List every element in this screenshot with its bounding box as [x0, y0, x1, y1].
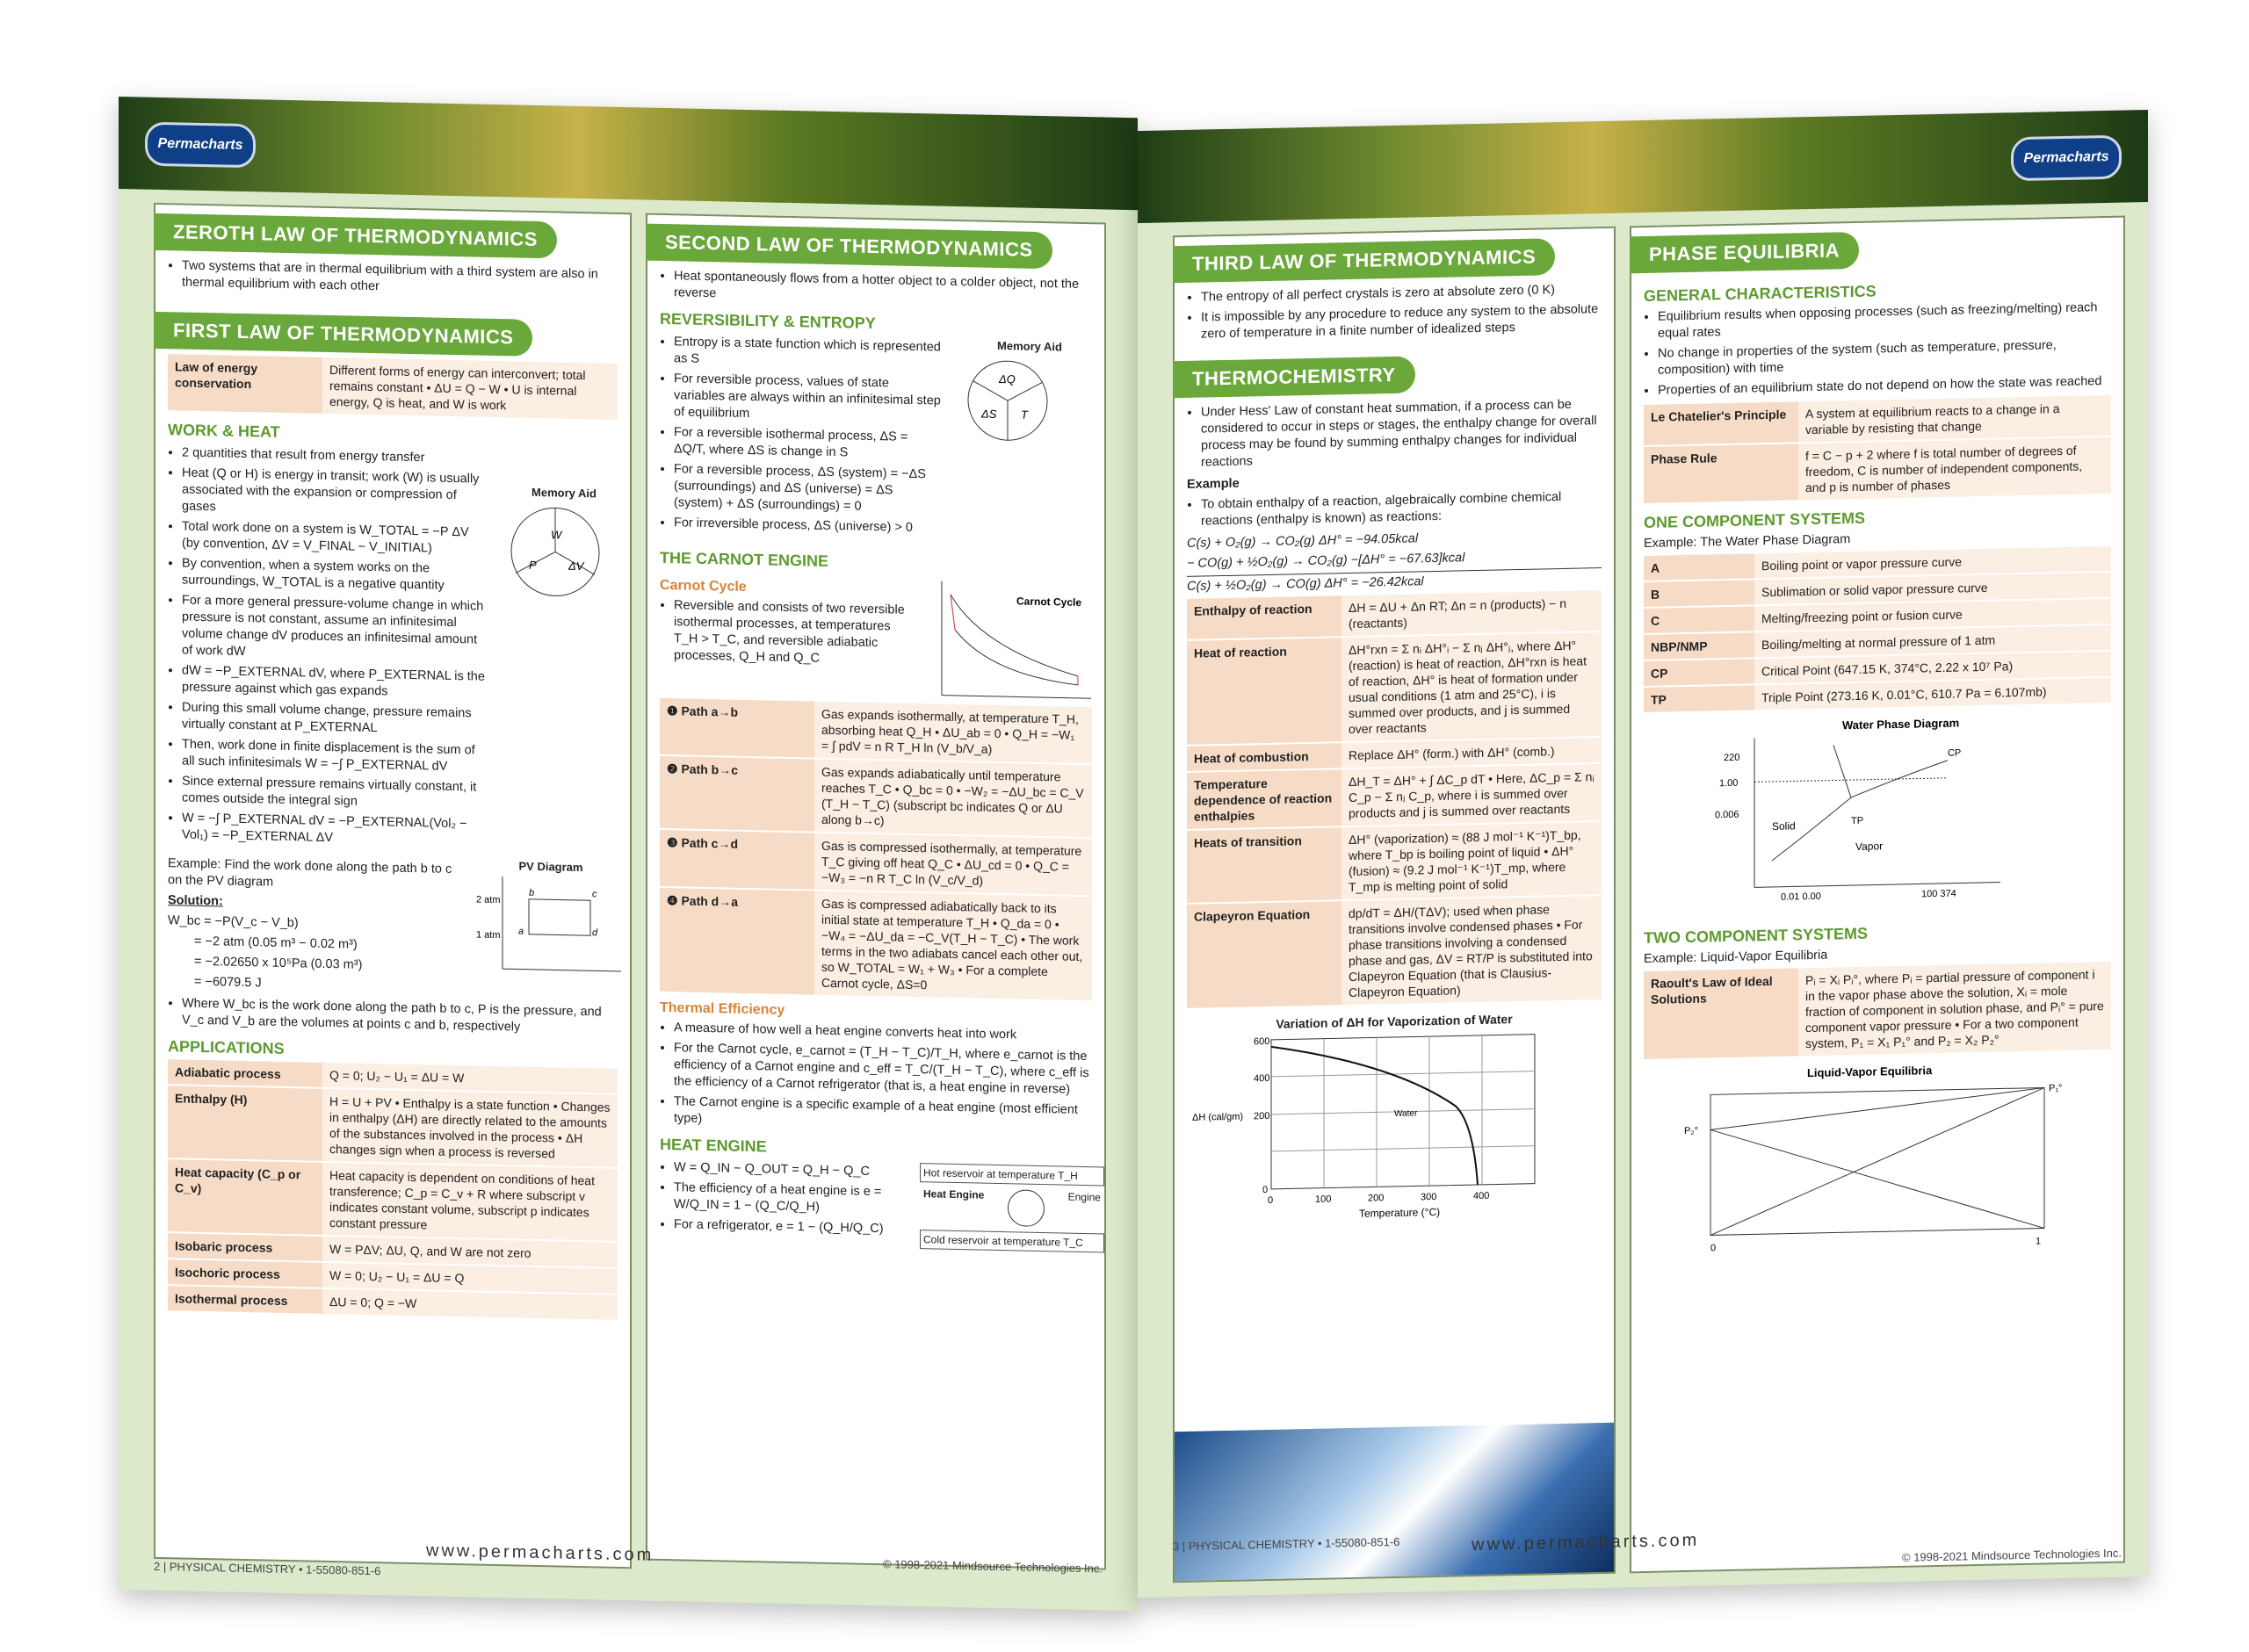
svg-text:100 374: 100 374 [1921, 888, 1956, 900]
row-value: ΔH°rxn = Σ nᵢ ΔH°ᵢ − Σ nⱼ ΔH°ⱼ, where ΔH° (reaction) is heat of reaction, ΔH°rxn is heat of reaction, ΔH° is heat of formation under usual conditions (1 atm and 25°C), i is summed over products, and j is summed over reactants [1341, 632, 1602, 741]
list-item: • W = Q_IN − Q_OUT = Q_H − Q_C [674, 1159, 908, 1181]
row-value: A system at equilibrium reacts to a change in a variable by resisting that change [1798, 395, 2111, 442]
carnot-cycle-text: • Reversible and consists of two reversible isothermal processes, at temperatures T_H > T_C, and reversible adiabatic processes, Q_H and Q_C [674, 597, 916, 669]
two-component-example: Example: Liquid-Vapor Equilibria [1644, 948, 1828, 967]
right-copyright: © 1998-2021 Mindsource Technologies Inc. [1902, 1546, 2122, 1564]
water-phase-title: Water Phase Diagram [1842, 716, 1960, 732]
svg-text:b: b [529, 887, 535, 898]
list-item: • Properties of an equilibrium state do not depend on how the state was reached [1658, 373, 2111, 400]
vaporization-y-label: ΔH (cal/gm) [1192, 1111, 1244, 1123]
row-key: CP [1644, 659, 1754, 686]
row-key: A [1644, 553, 1754, 581]
where-list [182, 996, 618, 1038]
right-column-1 [1173, 227, 1616, 1583]
example-text: Example: Find the work done along the path b to c on the PV diagram [168, 856, 452, 890]
svg-text:ΔQ: ΔQ [999, 372, 1016, 386]
vaporization-chart [1175, 1024, 1596, 1226]
pv-diagram-graph [476, 872, 626, 981]
table-row [660, 698, 1092, 765]
carnot-cycle-diagram [929, 576, 1104, 707]
row-value: W = PΔV; ΔU, Q, and W are not zero [322, 1237, 618, 1267]
row-key: ❷ Path b→c [660, 756, 814, 832]
row-key: ❶ Path a→b [660, 698, 814, 758]
zeroth-law-list [182, 258, 618, 300]
heat-engine-label: Heat Engine [923, 1187, 985, 1201]
row-key: NBP/NMP [1644, 632, 1754, 660]
row-key: Heat capacity (C_p or C_v) [168, 1159, 322, 1235]
svg-text:Solid: Solid [1772, 819, 1796, 833]
svg-text:P₁°: P₁° [2049, 1083, 2063, 1094]
row-value: ΔH = ΔU + Δn RT; Δn = n (products) − n (reactants) [1341, 590, 1602, 636]
svg-text:0.006: 0.006 [1715, 809, 1739, 821]
engine-label: Engine [1067, 1190, 1101, 1204]
memory-aid-diagram [498, 450, 630, 862]
list-item: • It is impossible by any procedure to reduce any system to the absolute zero of temperature in a finite number of idealized steps [1201, 301, 1602, 343]
row-value: ΔH_T = ΔH° + ∫ ΔC_p dT • Here, ΔC_p = Σ nᵢ C_p − Σ nⱼ C_p, where i is summed over products and j is summed over reactants [1341, 764, 1602, 826]
table-row [1187, 764, 1602, 831]
list-item: • For a reversible isothermal process, ΔS = ΔQ/T, where ΔS is change in S [674, 424, 943, 463]
row-key: Adiabatic process [168, 1059, 322, 1087]
table-row [168, 1159, 618, 1243]
row-value: Boiling/melting at normal pressure of 1 atm [1754, 625, 2111, 658]
svg-text:100: 100 [1315, 1194, 1332, 1205]
example-list [1201, 488, 1602, 530]
row-value: H = U + PV • Enthalpy is a state function • Changes in enthalpy (ΔH) are directly related to the amounts of the substances involved in the process • ΔH changes sign when a process is reversed [322, 1089, 618, 1167]
svg-text:600: 600 [1254, 1035, 1270, 1048]
list-item: • For a more general pressure-volume change in which pressure is not constant, assume an infinitesimal volume change dV produces an infinitesimal amount of work dW [182, 593, 486, 666]
pv-diagram-title: PV Diagram [518, 859, 583, 875]
row-key: TP [1644, 685, 1754, 712]
list-item: • Since external pressure remains virtually constant, it comes outside the integral sign [182, 774, 486, 813]
right-column-2 [1630, 216, 2125, 1574]
efficiency-list [674, 1020, 1092, 1136]
vaporization-chart-title: Variation of ΔH for Vaporization of Water [1276, 1012, 1513, 1031]
list-item: • By convention, when a system works on the surroundings, W_TOTAL is a negative quantity [182, 556, 486, 595]
list-item: • During this small volume change, pressure remains virtually constant at P_EXTERNAL [182, 700, 486, 739]
carnot-text-block [647, 571, 929, 704]
svg-text:220: 220 [1724, 752, 1740, 764]
row-key: Isobaric process [168, 1233, 322, 1261]
row-value: Heat capacity is dependent on conditions of heat transference; C_p = C_v + R where subscript v indicates constant volume, subscript p indicates constant pressure [322, 1163, 618, 1241]
right-banner [1138, 110, 2148, 223]
solution-line: = −6079.5 J [194, 974, 262, 991]
row-key: Heat of reaction [1187, 638, 1341, 745]
list-item: • W = −∫ P_EXTERNAL dV = −P_EXTERNAL(Vol₂ − Vol₁) = −P_EXTERNAL ΔV [182, 811, 486, 850]
row-value: Gas is compressed adiabatically back to its initial state at temperature T_H • Q_da = 0 • −W₄ = −ΔU_da = −C_V(T_H − T_C) • The work terms in the two adiabats cancel each other out, so W_TOTAL = W₁ + W₃ • For a complete Carnot cycle, ΔS=0 [814, 891, 1092, 1001]
brand-logo: Permacharts [145, 122, 256, 169]
equation-line: C(s) + O₂(g) → CO₂(g) ΔH° = −94.05kcal [1187, 531, 1419, 551]
list-item: • For a refrigerator, e = 1 − (Q_H/Q_C) [674, 1216, 908, 1238]
row-value: Q = 0; U₂ − U₁ = ΔU = W [322, 1063, 618, 1093]
pv-example-text [155, 852, 472, 1000]
pv-diagram [472, 858, 630, 1003]
row-key: Isothermal process [168, 1286, 322, 1314]
pv-example-block [155, 852, 630, 1003]
row-key: Phase Rule [1644, 444, 1798, 503]
row-value: W = 0; U₂ − U₁ = ΔU = Q [322, 1263, 618, 1294]
row-key: Heat of combustion [1187, 743, 1341, 771]
row-key: Raoult's Law of Ideal Solutions [1644, 968, 1798, 1059]
row-value: ΔH° (vaporization) ≈ (88 J mol⁻¹ K⁻¹)T_bp, where T_bp is boiling point of liquid • ΔH° (fusion) ≈ (9.2 J mol⁻¹ K⁻¹)T_mp, where T_mp is melting point of solid [1341, 822, 1602, 899]
brand-logo: Permacharts [2011, 135, 2122, 182]
list-item: • Entropy is a state function which is represented as S [674, 334, 943, 372]
heat-engine-diagram [920, 1163, 1104, 1252]
svg-text:300: 300 [1421, 1191, 1437, 1203]
solution-line: W_bc = −P(V_c − V_b) [168, 913, 299, 931]
solution-line: = −2.02650 x 10⁵Pa (0.03 m³) [194, 954, 363, 972]
equation-line: − CO(g) + ½O₂(g) → CO₂(g) −[ΔH° = −67.63]kcal [1187, 551, 1465, 571]
row-key: Heats of transition [1187, 827, 1341, 903]
svg-text:1.00: 1.00 [1719, 777, 1739, 790]
reversibility-list [674, 334, 943, 540]
heat-engine-list [674, 1159, 908, 1244]
list-item: • For reversible process, values of state variables are always within an infinitesimal step of equilibrium [674, 371, 943, 426]
row-key: C [1644, 606, 1754, 633]
row-value: ΔU = 0; Q = −W [322, 1289, 618, 1320]
table-row [660, 888, 1092, 1002]
svg-text:CP: CP [1948, 747, 1962, 759]
carnot-cycle-list [674, 597, 916, 669]
row-key: Enthalpy (H) [168, 1086, 322, 1161]
engine-circle-icon [1008, 1189, 1045, 1227]
where-text: • Where W_bc is the work done along the path b to c, P is the pressure, and V_c and V_b are the volumes at points c and b, respectively [182, 996, 618, 1038]
second-law-list [674, 268, 1092, 310]
svg-text:ΔV: ΔV [568, 559, 584, 574]
list-item: • For the Carnot cycle, e_carnot = (T_H − T_C)/T_H, where e_carnot is the efficiency of a Carnot engine and c_eff = T_C/(T_H − T_C), where c_eff is the efficiency of a Carnot refrigerator (that is, a heat engine in reverse) [674, 1040, 1092, 1099]
table-row [168, 1086, 618, 1169]
right-page [1138, 110, 2148, 1598]
memory-aid-circle-icon [503, 498, 626, 606]
left-footer-page: 2 | PHYSICAL CHEMISTRY • 1-55080-851-6 [154, 1559, 381, 1578]
heat-engine-block [647, 1158, 1104, 1253]
example-label: Example [1187, 476, 1240, 492]
left-column-2 [646, 213, 1106, 1570]
svg-text:1: 1 [2036, 1236, 2042, 1247]
row-key: Isochoric process [168, 1259, 322, 1288]
third-law-list [1201, 281, 1602, 343]
row-value: Replace ΔH° (form.) with ΔH° (comb.) [1341, 738, 1602, 768]
vaporization-curve-label: Water [1394, 1108, 1418, 1119]
carnot-cycle-graph [929, 576, 1096, 703]
left-page [119, 97, 1138, 1611]
row-key: Le Chatelier's Principle [1644, 401, 1798, 445]
phase-equilibria-header: PHASE EQUILIBRIA [1630, 232, 1859, 273]
list-item: • Heat (Q or H) is energy in transit; work (W) is usually associated with the expansion or compression of gases [182, 465, 486, 522]
second-law-header: SECOND LAW OF THERMODYNAMICS [646, 224, 1052, 270]
row-key: Clapeyron Equation [1187, 901, 1341, 1008]
law-energy-value: Different forms of energy can interconvert; total remains constant • ΔU = Q − W • U is internal energy, Q is heat, and W is work [322, 357, 618, 420]
svg-text:W: W [551, 528, 562, 542]
carnot-block [647, 571, 1104, 708]
equation-line: C(s) + ½O₂(g) → CO(g) ΔH° = −26.42kcal [1187, 567, 1602, 595]
row-value: Gas is compressed isothermally, at temperature T_C giving off heat Q_C • ΔU_cd = 0 • Q_C = −W₃ = −n R T_C ln (V_c/V_d) [814, 833, 1092, 896]
water-phase-diagram [1631, 704, 2106, 916]
hess-text: • Under Hess' Law of constant heat summation, if a process can be considered to occur in steps or stages, the enthalpy change for overall process may be found by summing enthalpy changes for individual reactions [1201, 396, 1602, 472]
cold-reservoir: Cold reservoir at temperature T_C [920, 1230, 1104, 1252]
table-row [1644, 437, 2111, 505]
second-law-text: • Heat spontaneously flows from a hotter object to a colder object, not the reverse [674, 268, 1092, 310]
entropy-memory-aid [955, 338, 1104, 550]
first-law-header: FIRST LAW OF THERMODYNAMICS [154, 312, 532, 357]
zeroth-law-text: • Two systems that are in thermal equilibrium with a third system are also in thermal equilibrium with each other [182, 258, 618, 300]
svg-text:a: a [518, 926, 524, 937]
hess-list [1201, 396, 1602, 472]
general-list [1658, 299, 2111, 400]
carnot-cycle-heading: Carnot Cycle [660, 577, 747, 595]
svg-text:0: 0 [1262, 1184, 1269, 1196]
svg-text:2 atm: 2 atm [476, 894, 501, 906]
entropy-aid-circle-icon [959, 351, 1100, 451]
solution-line: = −2 atm (0.05 m³ − 0.02 m³) [194, 934, 358, 952]
work-heat-heading: WORK & HEAT [168, 421, 280, 441]
row-value: Boiling point or vapor pressure curve [1754, 546, 2111, 579]
thermochemistry-header: THERMOCHEMISTRY [1173, 356, 1415, 398]
list-item: • Equilibrium results when opposing processes (such as freezing/melting) reach equal rates [1658, 299, 2111, 343]
reversibility-block [647, 332, 1104, 550]
svg-text:ΔS: ΔS [981, 407, 997, 421]
row-key: Temperature dependence of reaction enthalpies [1187, 769, 1341, 829]
svg-text:d: d [592, 927, 598, 939]
row-value: Critical Point (647.15 K, 374°C, 2.22 x 10⁷ Pa) [1754, 652, 2111, 684]
engine-row [920, 1182, 1104, 1233]
table-row [1187, 632, 1602, 747]
molecule-photo [1175, 1423, 1614, 1581]
svg-text:400: 400 [1473, 1190, 1490, 1202]
svg-text:0: 0 [1710, 1243, 1717, 1254]
row-key: B [1644, 580, 1754, 607]
svg-text:Vapor: Vapor [1855, 840, 1884, 853]
solution-label: Solution: [168, 893, 223, 909]
svg-text:200: 200 [1254, 1110, 1270, 1122]
svg-text:T: T [1021, 408, 1028, 422]
vaporization-x-label: Temperature (°C) [1359, 1205, 1441, 1220]
svg-text:P: P [529, 558, 537, 572]
list-item: • No change in properties of the system (such as temperature, pressure, composition) with time [1658, 336, 2111, 379]
memory-aid-label: Memory Aid [997, 338, 1062, 354]
left-banner [119, 97, 1138, 210]
left-column-1 [154, 203, 632, 1569]
row-value: Pᵢ = Xᵢ Pᵢ°, where Pᵢ = partial pressure of component i in the vapor phase above the solution, Xᵢ = mole fraction of component in solution phase, and Pᵢ° = pure component vapor pressure • For a two component system, P₁ = X₁ P₁° and P₂ = X₂ P₂° [1798, 962, 2111, 1056]
svg-text:400: 400 [1254, 1072, 1270, 1085]
list-item: • The entropy of all perfect crystals is zero at absolute zero (0 K) [1201, 281, 1602, 307]
list-item: • For a reversible process, ΔS (system) = −ΔS (surroundings) and ΔS (universe) = ΔS (system) + ΔS (surroundings) = 0 [674, 461, 943, 516]
list-item: • 2 quantities that result from energy transfer [182, 445, 486, 468]
table-row [1187, 896, 1602, 1010]
table-row [660, 756, 1092, 839]
memory-aid-label: Memory Aid [532, 485, 597, 501]
svg-text:P₂°: P₂° [1684, 1125, 1699, 1137]
liquid-vapor-title: Liquid-Vapor Equilibria [1807, 1064, 1933, 1080]
carnot-heading: THE CARNOT ENGINE [660, 548, 829, 570]
table-row [660, 830, 1092, 897]
liquid-vapor-diagram [1631, 1051, 2106, 1263]
left-copyright: © 1998-2021 Mindsource Technologies Inc. [883, 1557, 1103, 1576]
general-characteristics-heading: GENERAL CHARACTERISTICS [1644, 282, 1877, 306]
row-key: ❹ Path d→a [660, 888, 814, 995]
row-key: ❸ Path c→d [660, 830, 814, 890]
list-item: • Total work done on a system is W_TOTAL = −P ΔV (by convention, ΔV = V_FINAL − V_INITIAL) [182, 519, 486, 559]
list-item: • A measure of how well a heat engine converts heat into work [674, 1020, 1092, 1045]
applications-heading: APPLICATIONS [168, 1037, 285, 1057]
list-item: • The efficiency of a heat engine is e = W/Q_IN = 1 − (Q_C/Q_H) [674, 1179, 908, 1218]
row-value: dp/dT = ΔH/(TΔV); used when phase transitions involve condensed phases • For phase transitions involving a condensed phase and gas, ΔV = RT/P is substituted into Clapeyron Equation (that is Clausius-Clapeyron Equation) [1341, 896, 1602, 1005]
table-row [1644, 962, 2111, 1061]
work-heat-block [155, 443, 630, 862]
example-text: • To obtain enthalpy of a reaction, algebraically combine chemical reactions (enthalpy is known) as reactions: [1201, 488, 1602, 530]
list-item: • The Carnot engine is a specific example of a heat engine (most efficient type) [674, 1093, 1092, 1136]
one-component-example: Example: The Water Phase Diagram [1644, 532, 1851, 552]
left-url[interactable]: www.permacharts.com [426, 1540, 654, 1565]
right-footer-page: 3 | PHYSICAL CHEMISTRY • 1-55080-851-6 [1173, 1534, 1400, 1554]
heat-engine-heading: HEAT ENGINE [660, 1135, 767, 1156]
row-key: Enthalpy of reaction [1187, 595, 1341, 639]
law-energy-key: Law of energy conservation [168, 354, 322, 414]
svg-text:TP: TP [1851, 815, 1864, 827]
svg-text:200: 200 [1368, 1193, 1385, 1204]
row-value: Sublimation or solid vapor pressure curve [1754, 573, 2111, 605]
hot-reservoir: Hot reservoir at temperature T_H [920, 1163, 1104, 1186]
list-item: • For irreversible process, ΔS (universe) > 0 [674, 515, 943, 537]
law-energy-row [168, 354, 618, 422]
table-row [1187, 822, 1602, 905]
list-item: • dW = −P_EXTERNAL dV, where P_EXTERNAL is the pressure against which gas expands [182, 663, 486, 703]
svg-text:c: c [592, 889, 597, 900]
one-component-heading: ONE COMPONENT SYSTEMS [1644, 509, 1866, 532]
right-url[interactable]: www.permacharts.com [1472, 1530, 1700, 1555]
row-value: Gas expands isothermally, at temperature T_H, absorbing heat Q_H • ΔU_ab = 0 • Q_H = −W₁ = ∫ pdV = n R T_H ln (V_b/V_a) [814, 702, 1092, 764]
row-value: Triple Point (273.16 K, 0.01°C, 610.7 Pa = 6.107mb) [1754, 678, 2111, 711]
thermal-efficiency-heading: Thermal Efficiency [660, 999, 785, 1018]
row-value: f = C − p + 2 where f is total number of degrees of freedom, C is number of independent components, and p is number of phases [1798, 437, 2111, 500]
svg-text:0: 0 [1268, 1194, 1274, 1206]
third-law-header: THIRD LAW OF THERMODYNAMICS [1173, 238, 1555, 283]
reversibility-heading: REVERSIBILITY & ENTROPY [660, 309, 876, 333]
svg-text:1 atm: 1 atm [476, 929, 501, 941]
row-value: Gas expands adiabatically until temperature reaches T_C • Q_bc = 0 • −W₂ = −ΔU_bc = C_V (T_H − T_C) (subscript bc indicates Q or ΔU along b→c) [814, 760, 1092, 838]
carnot-cycle-label: Carnot Cycle [1016, 595, 1082, 609]
row-value: Melting/freezing point or fusion curve [1754, 599, 2111, 631]
svg-text:0.01 0.00: 0.01 0.00 [1781, 891, 1821, 903]
zeroth-law-header: ZEROTH LAW OF THERMODYNAMICS [154, 213, 557, 259]
two-component-heading: TWO COMPONENT SYSTEMS [1644, 924, 1869, 948]
work-heat-list [182, 445, 486, 854]
list-item: • Then, work done in finite displacement is the sum of all such infinitesimals W = −∫ P_EXTERNAL dV [182, 737, 486, 776]
